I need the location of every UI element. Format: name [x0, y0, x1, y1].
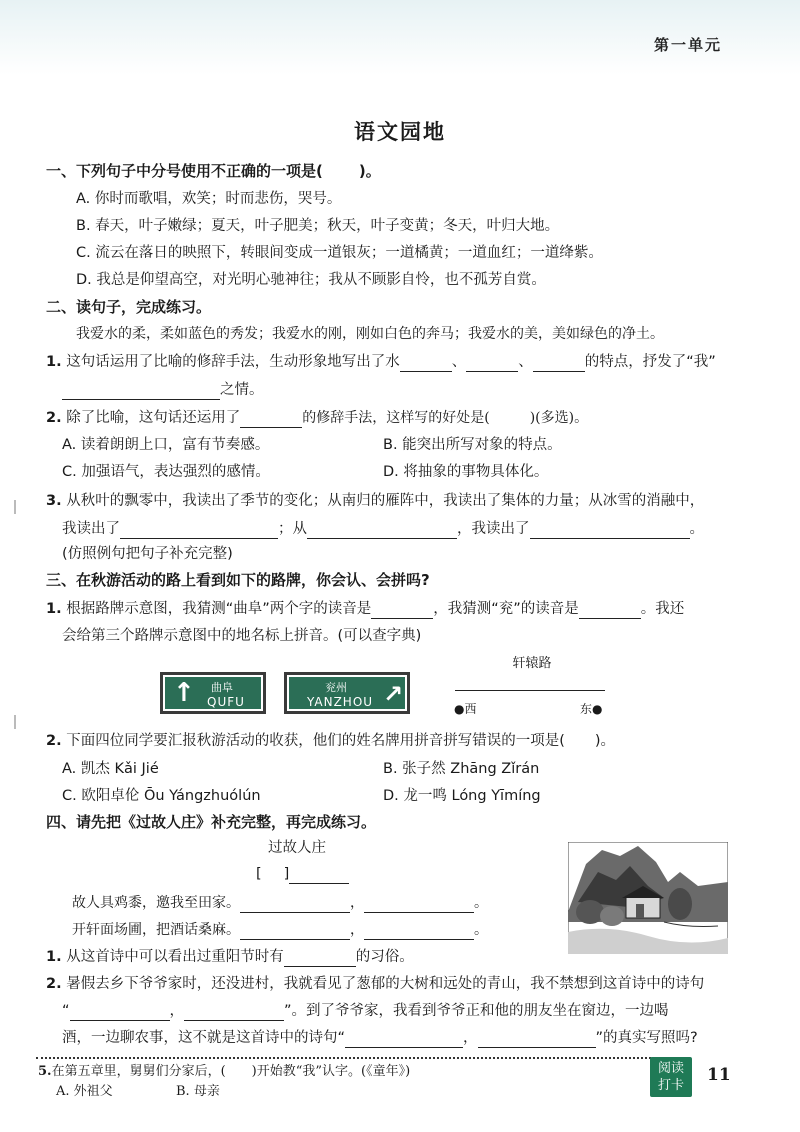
answer-blank[interactable]: [400, 355, 452, 372]
page-title: 语文园地: [354, 120, 446, 144]
road-sign-xuanyuan: [452, 650, 612, 720]
unit-label: 第一单元: [653, 36, 722, 54]
answer-blank[interactable]: [307, 522, 457, 539]
q4-heading: 四、请先把《过故人庄》补充完整，再完成练习。: [46, 813, 377, 831]
poem-line-2: 开轩面场圃，把酒话桑麻。 ， 。: [72, 922, 488, 938]
q2-sub2-option-c: C. 加强语气，表达强烈的感情。: [62, 464, 270, 480]
answer-blank[interactable]: [240, 896, 350, 913]
answer-blank[interactable]: [533, 355, 585, 372]
q3-heading: 三、在秋游活动的路上看到如下的路牌，你会认、会拼吗?: [46, 571, 430, 589]
q4-sub2-cont: “ ， ”。到了爷爷家，我看到爷爷正和他的朋友坐在窗边，一边喝: [62, 1003, 669, 1019]
q2-sub2-option-b: B. 能突出所写对象的特点。: [383, 437, 562, 453]
margin-mark: [14, 500, 16, 514]
answer-blank[interactable]: [70, 1004, 170, 1021]
reading-option-a: A. 外祖父: [56, 1084, 113, 1099]
q2-heading: 二、读句子，完成练习。: [46, 298, 212, 316]
q3-sub2-option-d: D. 龙一鸣 Lóng Yīmíng: [383, 788, 541, 804]
answer-blank[interactable]: [240, 411, 302, 428]
landscape-illustration: [568, 842, 728, 954]
q2-sub2: 2. 除了比喻，这句话还运用了 的修辞手法，这样写的好处是( )(多选)。: [46, 410, 589, 426]
q2-sub2-option-a: A. 读着朗朗上口，富有节奏感。: [62, 437, 270, 453]
answer-blank[interactable]: [371, 602, 433, 619]
q2-sub1-cont: 之情。: [62, 380, 264, 400]
q3-sub2-option-b: B. 张子然 Zhāng Zǐrán: [383, 761, 540, 777]
q2-sub3: 3. 从秋叶的飘零中，我读出了季节的变化；从南归的雁阵中，我读出了集体的力量；从冰雪的消融中，: [46, 493, 705, 509]
q4-sub2: 2. 暑假去乡下爷爷家时，还没进村，我就看见了葱郁的大树和远处的青山，我不禁想到这首诗中的诗句: [46, 976, 705, 992]
sign-pinyin: YANZHOU: [307, 695, 374, 709]
q4-sub2-cont2: 酒，一边聊农事，这不就是这首诗中的诗句“ ， ”的真实写照吗?: [62, 1030, 698, 1046]
q2-sub3-cont: 我读出了 ；从 ，我读出了 。: [62, 521, 704, 537]
answer-blank[interactable]: [579, 602, 641, 619]
q2-sub3-note: (仿照例句把句子补充完整): [62, 546, 233, 562]
q1-stem: 一、下列句子中分号使用不正确的一项是( )。: [46, 162, 381, 180]
answer-blank[interactable]: [240, 923, 350, 940]
footer-divider: [36, 1057, 651, 1059]
q1-option-d: D. 我总是仰望高空，对光明心驰神往；我从不顾影自怜，也不孤芳自赏。: [76, 272, 546, 288]
road-name: 轩辕路: [512, 656, 552, 671]
up-arrow-icon: ↑: [173, 678, 195, 708]
direction-dot-icon: ●: [592, 702, 603, 716]
q2-passage: 我爱水的柔，柔如蓝色的秀发；我爱水的刚，刚如白色的奔马；我爱水的美，美如绿色的净土。: [76, 326, 664, 342]
poem-line-1: 故人具鸡黍，邀我至田家。 ， 。: [72, 895, 488, 911]
answer-blank[interactable]: [120, 522, 278, 539]
q3-sub1: 1. 根据路牌示意图，我猜测“曲阜”两个字的读音是 ，我猜测“兖”的读音是 。我还: [46, 601, 685, 617]
road-west: ●西: [454, 702, 477, 716]
road-line: [455, 690, 605, 691]
road-east: 东●: [580, 702, 603, 716]
reading-option-b: B. 母亲: [176, 1084, 220, 1099]
page-number: 11: [707, 1065, 731, 1085]
answer-blank[interactable]: [184, 1004, 284, 1021]
answer-blank[interactable]: [364, 896, 474, 913]
up-right-arrow-icon: ↗: [383, 680, 404, 708]
sign-place-name: 兖州: [325, 681, 347, 694]
poem-author-line: [ ]: [256, 864, 349, 884]
reading-checkin-badge: 阅读 打卡: [650, 1057, 692, 1097]
q1-option-c: C. 流云在落日的映照下，转眼间变成一道银灰；一道橘黄；一道血红；一道绛紫。: [76, 245, 603, 261]
q3-sub2-option-a: A. 凯杰 Kǎi Jié: [62, 761, 159, 777]
q3-sub2-option-c: C. 欧阳卓伦 Ōu Yángzhuólún: [62, 788, 261, 804]
q2-sub1: 1. 这句话运用了比喻的修辞手法，生动形象地写出了水 、 、 的特点，抒发了“我”: [46, 354, 716, 370]
reading-question: 5.在第五章里，舅舅们分家后，( )开始教“我”认字。(《童年》): [38, 1064, 411, 1079]
answer-blank[interactable]: [466, 355, 518, 372]
answer-blank[interactable]: [478, 1031, 596, 1048]
q3-sub1-cont: 会给第三个路牌示意图中的地名标上拼音。(可以查字典): [62, 628, 422, 644]
sign-pinyin: QUFU: [207, 695, 245, 709]
q1-option-a: A. 你时而歌唱，欢笑；时而悲伤，哭号。: [76, 191, 342, 207]
answer-blank[interactable]: [284, 950, 356, 967]
road-sign-qufu: [160, 672, 266, 714]
q4-sub1: 1. 从这首诗中可以看出过重阳节时有 的习俗。: [46, 949, 414, 965]
road-sign-yanzhou: [284, 672, 410, 714]
margin-mark: [14, 715, 16, 729]
answer-blank[interactable]: [345, 1031, 463, 1048]
poem-title: 过故人庄: [268, 840, 326, 856]
sign-place-name: 曲阜: [211, 681, 233, 694]
answer-blank[interactable]: [62, 383, 220, 400]
q2-sub2-option-d: D. 将抽象的事物具体化。: [383, 464, 549, 480]
answer-blank[interactable]: [364, 923, 474, 940]
q3-sub2: 2. 下面四位同学要汇报秋游活动的收获，他们的姓名牌用拼音拼写错误的一项是( )。: [46, 733, 616, 749]
answer-blank[interactable]: [530, 522, 690, 539]
direction-dot-icon: ●: [454, 702, 465, 716]
author-blank[interactable]: [289, 867, 349, 884]
q1-option-b: B. 春天，叶子嫩绿；夏天，叶子肥美；秋天，叶子变黄；冬天，叶归大地。: [76, 218, 560, 234]
